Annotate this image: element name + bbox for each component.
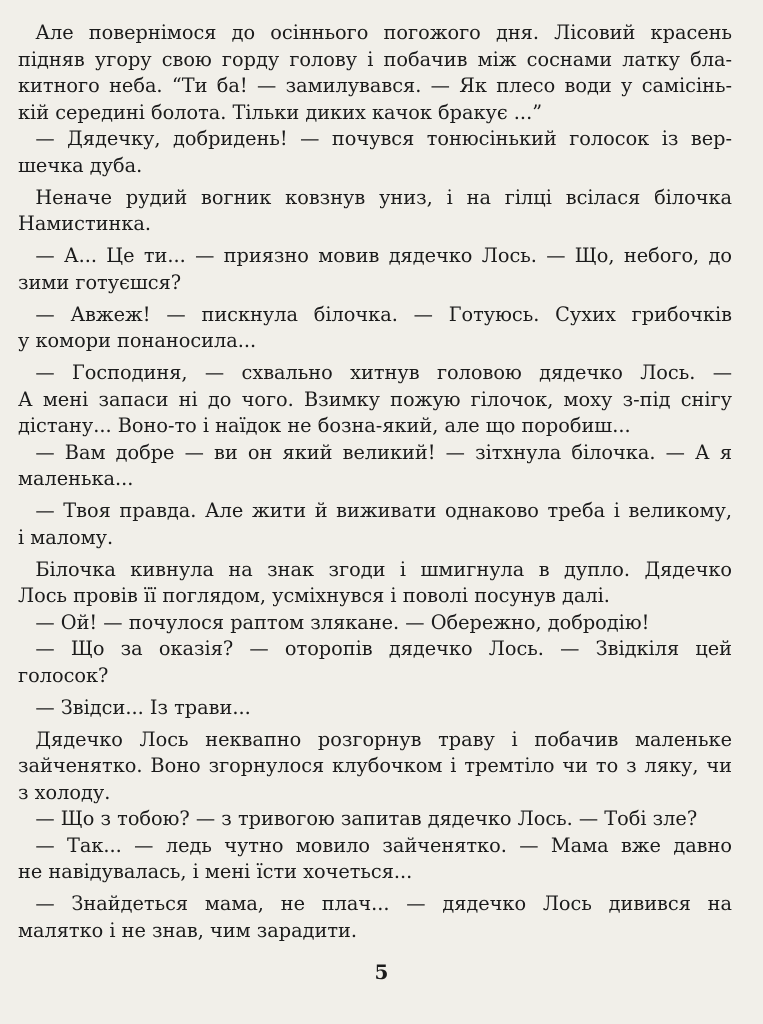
text-line: — А... Це ти... — приязно мовив дядечко Лось. — Що, небого, до (35, 244, 732, 267)
text-line: — Так... — ледь чутно мовило зайченятко. — Мама вже давно (35, 833, 732, 857)
text-line: маленька... (18, 467, 134, 490)
text-line: не навідувалась, і мені їсти хочеться... (18, 860, 413, 883)
text-line: — Ой! — почулося раптом злякане. — Обережно, добродію! (35, 610, 650, 634)
text-line: підняв угору свою горду голову і побачив між соснами латку бла- (18, 47, 732, 71)
text-line: з холоду. (18, 780, 111, 804)
text-line: Але повернімося до осіннього погожого дня. Лісовий красень (35, 21, 732, 44)
text-line: Білочка кивнула на знак згоди і шмигнула в дупло. Дядечко (35, 557, 732, 581)
text-line: — Господиня, — схвально хитнув головою дядечко Лось. — (35, 361, 732, 384)
text-line: — Звідси... Із трави... (35, 695, 251, 719)
text-line: зайченятко. Воно згорнулося клубочком і тремтіло чи то з ляку, чи (18, 754, 732, 777)
story-text (18, 20, 732, 944)
text-line: — Дядечку, добридень! — почувся тонюсінький голосок із вер- (35, 127, 732, 150)
text-line: А мені запаси ні до чого. Взимку пожую гілочок, моху з-під снігу (18, 387, 732, 411)
text-line: Неначе рудий вогник ковзнув униз, і на гілці всілася білочка (35, 185, 732, 209)
text-line: — Твоя правда. Але жити й виживати однаково треба і великому, (35, 499, 732, 522)
text-line: Дядечко Лось неквапно розгорнув траву і побачив маленьке (35, 727, 732, 751)
text-line: шечка дуба. (18, 153, 143, 177)
text-line: у комори понаносила... (18, 329, 257, 352)
text-line: — Вам добре — ви он який великий! — зітхнула білочка. — А я (35, 440, 732, 464)
text-line: дістану... Воно-то і наїдок не бозна-який, але що поробиш... (18, 414, 631, 437)
text-line: кій середині болота. Тільки диких качок бракує ...” (18, 100, 543, 124)
text-line: — Що за оказія? — оторопів дядечко Лось. — Звідкіля цей (35, 637, 732, 660)
text-line: — Авжеж! — пискнула білочка. — Готуюсь. Сухих грибочків (35, 302, 732, 326)
text-line: голосок? (18, 663, 109, 687)
page-number: 5 (374, 960, 389, 984)
text-line: малятко і не знав, чим зарадити. (18, 918, 357, 942)
text-line: — Що з тобою? — з тривогою запитав дядечко Лось. — Тобі зле? (35, 807, 698, 830)
text-line: китного неба. “Ти ба! — замилувався. — Як плесо води у самісінь- (18, 74, 732, 97)
text-line: зими готуєшся? (18, 270, 182, 294)
text-line: — Знайдеться мама, не плач... — дядечко Лось дивився на (35, 892, 732, 915)
text-line: Намистинка. (18, 212, 152, 235)
text-line: і малому. (18, 525, 114, 549)
text-line: Лось провів її поглядом, усміхнувся і поволі посунув далі. (18, 584, 610, 607)
